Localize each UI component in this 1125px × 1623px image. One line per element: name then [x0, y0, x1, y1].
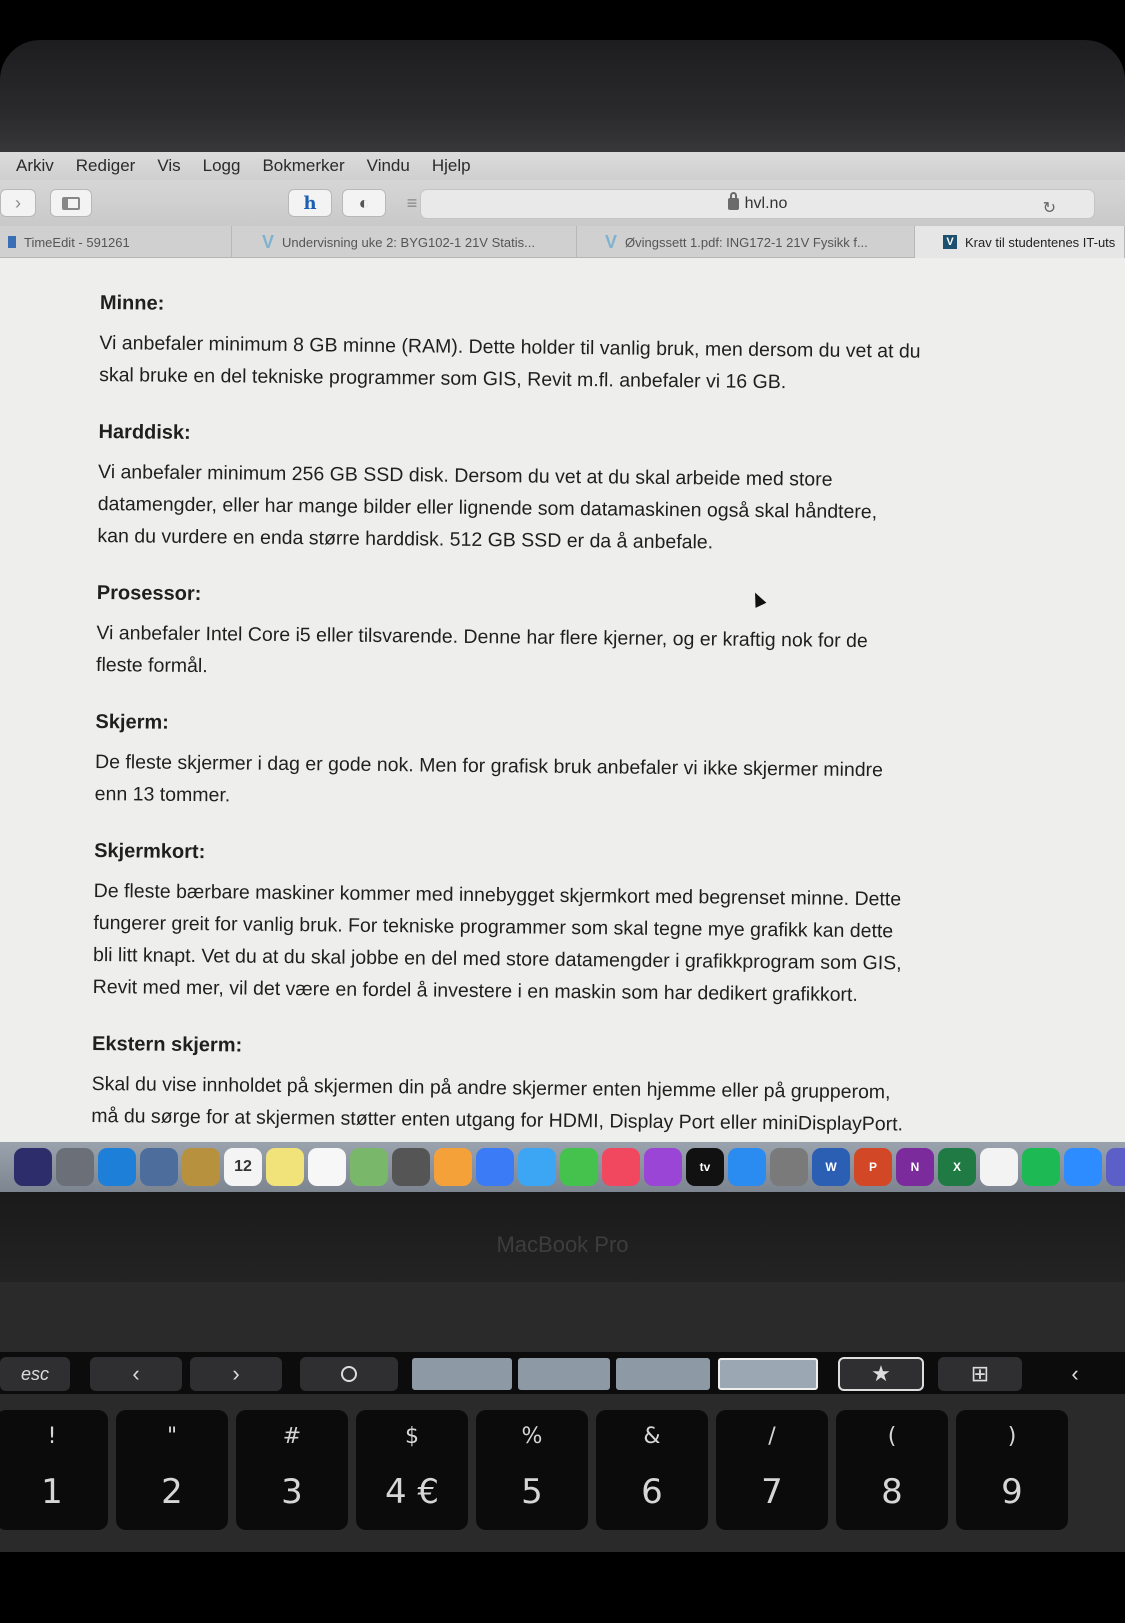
section-skjerm [95, 711, 996, 819]
contacts-icon[interactable] [182, 1148, 220, 1186]
section-heading: Ekstern skjerm: [92, 1032, 243, 1057]
paragraph-line: De fleste skjermer i dag er gode nok. Men for grafisk bruk anbefaler vi ikke skjermer mindre [94, 750, 884, 782]
tab-title: Undervisning uke 2: BYG102-1 21V Statis... [282, 234, 535, 250]
extension-h-icon: h [303, 192, 317, 214]
key-digit: 3 [281, 1472, 303, 1512]
sidebar-button[interactable] [50, 189, 92, 217]
calendar-icon[interactable]: 12 [224, 1148, 262, 1186]
key-digit: 5 [521, 1472, 543, 1512]
new-tab-icon: ⊞ [970, 1361, 990, 1386]
touchbar-bookmark-button[interactable] [838, 1357, 924, 1391]
article-content [91, 292, 1000, 1171]
touchbar-new-tab-button[interactable] [938, 1357, 1022, 1391]
reminders-icon[interactable] [308, 1148, 346, 1186]
section-heading: Minne: [99, 292, 165, 315]
key-digit: 7 [761, 1472, 783, 1512]
tab-thumbnail[interactable] [412, 1358, 512, 1390]
files-icon[interactable] [392, 1148, 430, 1186]
dock [0, 1142, 1125, 1192]
menu-vis[interactable]: Vis [157, 156, 181, 175]
key-3[interactable] [236, 1410, 348, 1530]
paragraph-line: enn 13 tommer. [94, 782, 231, 807]
menu-bokmerker[interactable]: Bokmerker [262, 156, 345, 175]
geogebra-icon[interactable] [980, 1148, 1018, 1186]
paragraph-line: fungerer greit for vanlig bruk. For tekniske programmer som skal tegne mye grafikk kan dette [93, 911, 894, 943]
app-store-icon[interactable] [728, 1148, 766, 1186]
key-9[interactable] [956, 1410, 1068, 1530]
siri-icon[interactable] [14, 1148, 52, 1186]
paragraph-line: Vi anbefaler Intel Core i5 eller tilsvarende. Denne har flere kjerner, og er kraftig nok for de [96, 621, 868, 653]
key-symbol: ) [1007, 1424, 1017, 1449]
address-bar[interactable] [420, 189, 1095, 219]
maps-icon[interactable] [350, 1148, 388, 1186]
tab-undervisning[interactable] [232, 226, 577, 258]
menu-arkiv[interactable]: Arkiv [16, 156, 54, 175]
paragraph-line: må du sørge for at skjermen støtter enten utgang for HDMI, Display Port eller miniDisplayPort. [91, 1104, 904, 1136]
section-harddisk [97, 421, 998, 561]
privacy-icon: ◐ [358, 192, 370, 213]
key-digit: 8 [881, 1472, 903, 1512]
system-preferences-icon[interactable] [770, 1148, 808, 1186]
key-1[interactable] [0, 1410, 108, 1530]
paragraph-line: bli litt knapt. Vet du at du skal jobbe en del med store datamengder i grafikkprogram som GIS, [92, 943, 902, 975]
key-6[interactable] [596, 1410, 708, 1530]
reload-icon[interactable]: ↻ [1042, 200, 1056, 217]
section-prosessor [96, 582, 997, 690]
number-key-row [0, 1410, 1125, 1540]
teams-icon[interactable] [1106, 1148, 1125, 1186]
tab-thumbnail[interactable] [518, 1358, 610, 1390]
paragraph-line: kan du vurdere en enda større harddisk. 512 GB SSD er da å anbefale. [97, 524, 714, 554]
tab-title: Krav til studentenes IT-uts [965, 234, 1116, 250]
hvl-icon: V [943, 235, 957, 249]
address-text: hvl.no [744, 195, 788, 212]
tab-bar [0, 226, 1125, 258]
powerpoint-icon[interactable]: P [854, 1148, 892, 1186]
key-symbol: & [643, 1424, 661, 1449]
key-symbol: % [521, 1424, 543, 1449]
browser-toolbar [0, 180, 1125, 226]
screen [0, 152, 1125, 1192]
section-heading: Harddisk: [98, 420, 191, 444]
key-4[interactable] [356, 1410, 468, 1530]
touchbar-forward-button[interactable]: › [190, 1357, 282, 1391]
menu-bar [0, 152, 1125, 180]
tab-ovingssett[interactable] [577, 226, 915, 258]
music-icon[interactable] [602, 1148, 640, 1186]
forward-button[interactable] [0, 189, 36, 217]
photos-icon[interactable] [434, 1148, 472, 1186]
key-symbol: ! [47, 1424, 57, 1449]
paragraph-line: Revit med mer, vil det være en fordel å investere i en maskin som har dedikert grafikkort. [92, 975, 858, 1006]
chevron-left-icon: ‹ [1071, 1361, 1079, 1386]
forward-icon: › [15, 192, 21, 213]
paragraph-line: De fleste bærbare maskiner kommer med innebygget skjermkort med begrenset minne. Dette [93, 879, 902, 911]
key-symbol: # [282, 1424, 302, 1449]
launchpad-icon[interactable] [56, 1148, 94, 1186]
section-heading: Prosessor: [96, 581, 202, 606]
section-ekstern-skjerm [91, 1033, 992, 1141]
touchbar-brightness-button[interactable] [1035, 1357, 1115, 1391]
key-digit: 9 [1001, 1472, 1023, 1512]
onenote-icon[interactable]: N [896, 1148, 934, 1186]
paragraph-line: skal bruke en del tekniske programmer som GIS, Revit m.fl. anbefaler vi 16 GB. [99, 363, 787, 394]
word-icon[interactable]: W [812, 1148, 850, 1186]
section-minne [99, 292, 1000, 400]
tab-title: TimeEdit - 591261 [24, 234, 130, 250]
paragraph-line: Skal du vise innholdet på skjermen din på andre skjermer enten hjemme eller på grupperom, [91, 1072, 891, 1104]
tab-thumbnail-active[interactable] [718, 1358, 818, 1390]
menu-rediger[interactable]: Rediger [75, 156, 136, 175]
messages-icon[interactable] [518, 1148, 556, 1186]
screen-bezel [0, 40, 1125, 160]
menu-logg[interactable]: Logg [202, 156, 241, 175]
preview-icon[interactable] [140, 1148, 178, 1186]
key-digit: 4 € [384, 1472, 440, 1512]
key-digit: 1 [41, 1472, 63, 1512]
messenger-icon[interactable] [476, 1148, 514, 1186]
key-8[interactable] [836, 1410, 948, 1530]
key-digit: 6 [641, 1472, 663, 1512]
touchbar-search-button[interactable] [300, 1357, 398, 1391]
paragraph-line: Vi anbefaler minimum 8 GB minne (RAM). Dette holder til vanlig bruk, men dersom du vet at du [99, 331, 921, 363]
extension-h-button[interactable] [288, 189, 332, 217]
key-7[interactable] [716, 1410, 828, 1530]
canvas-v-icon: V [605, 231, 618, 252]
notes-icon[interactable] [266, 1148, 304, 1186]
spotify-icon[interactable] [1022, 1148, 1060, 1186]
menu-vindu[interactable]: Vindu [366, 156, 410, 175]
doc-icon [8, 236, 16, 248]
sidebar-icon [62, 197, 80, 210]
tab-krav[interactable] [915, 226, 1125, 258]
touch-bar [0, 1352, 1125, 1394]
excel-icon[interactable]: X [938, 1148, 976, 1186]
key-5[interactable] [476, 1410, 588, 1530]
touchbar-back-button[interactable]: ‹ [90, 1357, 182, 1391]
section-heading: Skjerm: [95, 710, 169, 734]
section-skjermkort [93, 840, 995, 1012]
key-symbol: $ [405, 1424, 419, 1449]
canvas-v-icon: V [262, 231, 275, 252]
paragraph-line: datamengder, eller har mange bilder eller lignende som datamaskinen også skal håndtere, [97, 492, 878, 524]
paragraph-line: Vi anbefaler minimum 256 GB SSD disk. Dersom du vet at du skal arbeide med store [97, 460, 833, 491]
key-symbol: ( [887, 1424, 897, 1449]
tab-thumbnail[interactable] [616, 1358, 710, 1390]
key-symbol: / [768, 1424, 776, 1449]
key-symbol: " [166, 1424, 178, 1449]
lock-icon [728, 198, 739, 210]
reader-icon: ≡ [406, 192, 418, 213]
paragraph-line: fleste formål. [95, 653, 208, 678]
star-icon: ★ [871, 1361, 891, 1386]
search-icon [341, 1366, 357, 1382]
menu-hjelp[interactable]: Hjelp [431, 156, 471, 175]
apple-tv-icon[interactable]: tv [686, 1148, 724, 1186]
section-heading: Skjermkort: [94, 839, 206, 864]
tab-timeedit[interactable] [0, 226, 232, 258]
podcasts-icon[interactable] [644, 1148, 682, 1186]
zoom-icon[interactable] [1064, 1148, 1102, 1186]
esc-key[interactable]: esc [0, 1357, 70, 1391]
key-digit: 2 [161, 1472, 183, 1512]
laptop-brand: MacBook Pro [496, 1232, 629, 1257]
key-2[interactable] [116, 1410, 228, 1530]
safari-icon[interactable] [98, 1148, 136, 1186]
tab-title: Øvingssett 1.pdf: ING172-1 21V Fysikk f... [625, 234, 868, 250]
privacy-button[interactable] [342, 189, 386, 217]
facetime-icon[interactable] [560, 1148, 598, 1186]
